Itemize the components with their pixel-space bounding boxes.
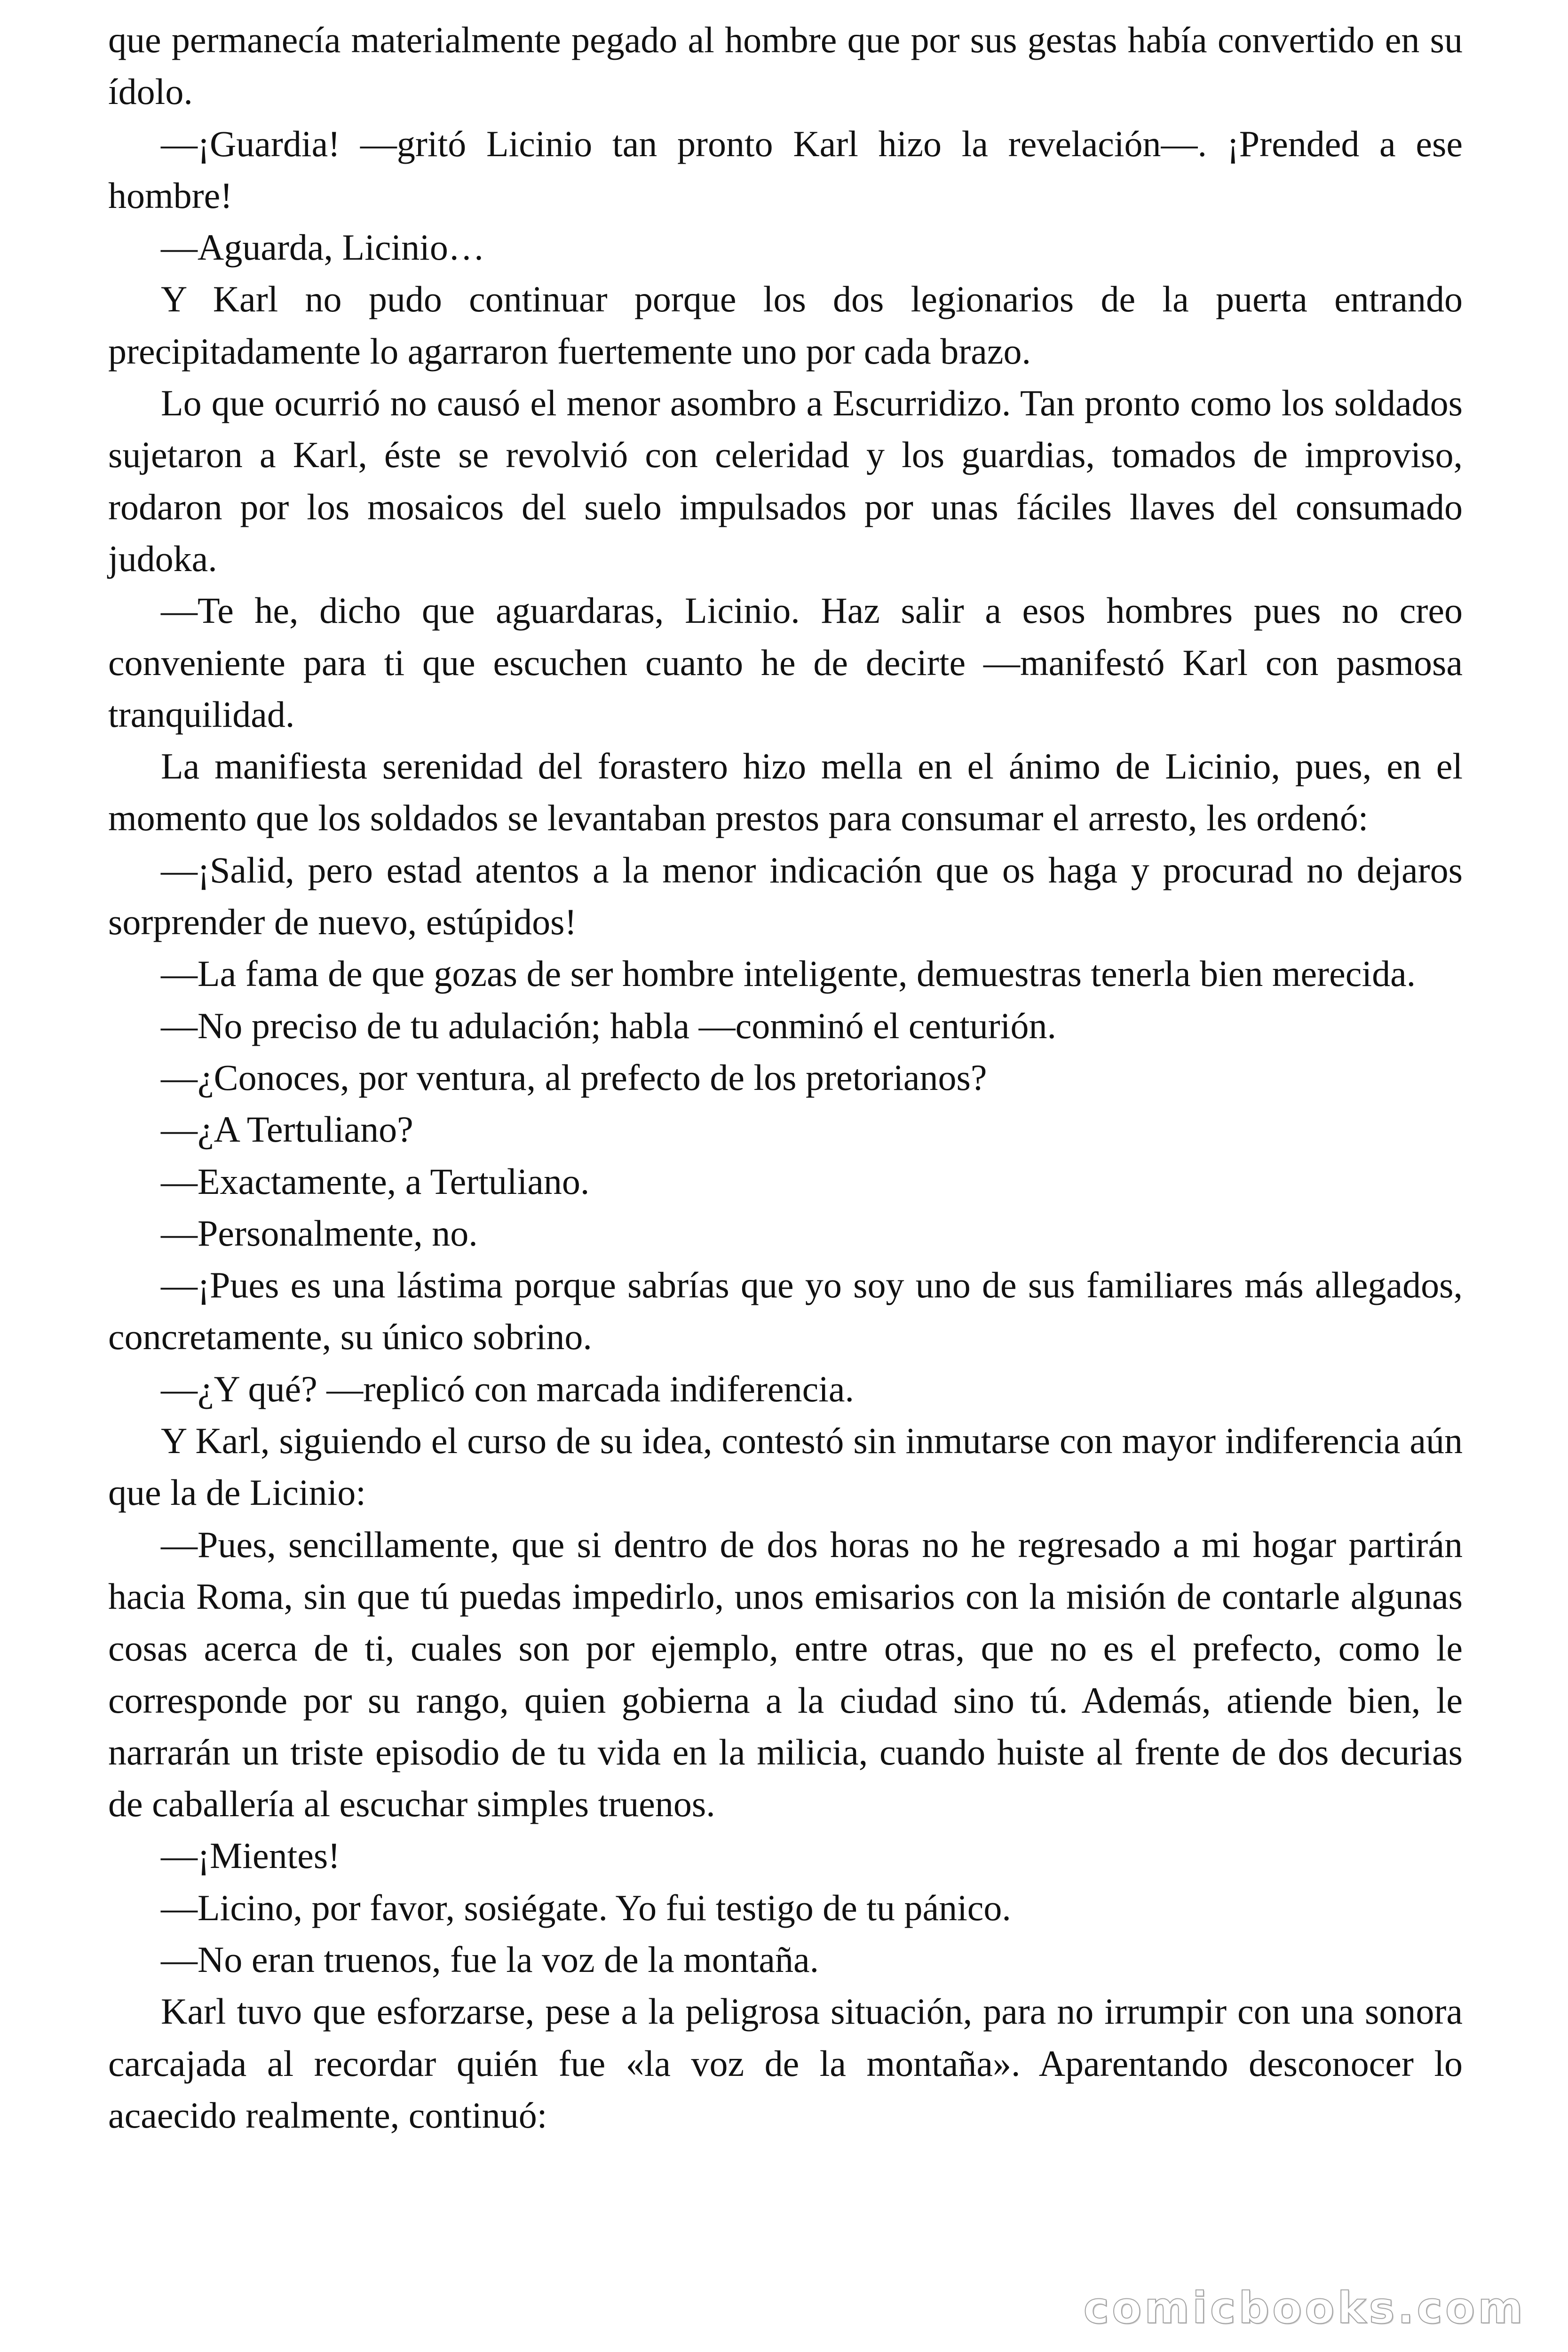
paragraph: —Personalmente, no. xyxy=(161,1212,478,1254)
paragraph: Y Karl no pudo continuar porque los dos legionarios de la puerta entrando precipitadamente lo agarraron fuertemente uno por cada brazo. xyxy=(108,278,1463,372)
paragraph: —Pues, sencillamente, que si dentro de dos horas no he regresado a mi hogar partirán hacia Roma, sin que tú puedas impedirlo, unos emisarios con la misión de contarle algunas cosas acerca de ti, cuales son por ejemplo, entre otras, que no es el prefecto, como le corresponde por su rango, quien gobierna a la ciudad sino tú. Además, atiende bien, le narrarán un triste episodio de tu vida en la milicia, cuando huiste al frente de dos decurias de caballería al escuchar simples truenos. xyxy=(108,1524,1463,1825)
paragraph: —Exactamente, a Tertuliano. xyxy=(161,1160,590,1202)
paragraph-continuation: que permanecía materialmente pegado al hombre que por sus gestas había convertido en su ídolo. xyxy=(108,19,1463,112)
book-page-text xyxy=(108,14,1463,2141)
paragraph: —¡Guardia! —gritó Licinio tan pronto Karl hizo la revelación—. ¡Prended a ese hombre! xyxy=(108,123,1463,216)
paragraph: La manifiesta serenidad del forastero hizo mella en el ánimo de Licinio, pues, en el momento que los soldados se levantaban prestos para consumar el arresto, les ordenó: xyxy=(108,746,1463,839)
paragraph: Y Karl, siguiendo el curso de su idea, contestó sin inmutarse con mayor indiferencia aún que la de Licinio: xyxy=(108,1420,1463,1513)
paragraph: —¿A Tertuliano? xyxy=(161,1109,413,1150)
paragraph: —¡Pues es una lástima porque sabrías que yo soy uno de sus familiares más allegados, concretamente, su único sobrino. xyxy=(108,1264,1463,1358)
paragraph: —No preciso de tu adulación; habla —conminó el centurión. xyxy=(161,1005,1056,1046)
paragraph: —¡Mientes! xyxy=(161,1835,341,1876)
paragraph: —¿Y qué? —replicó con marcada indiferencia. xyxy=(161,1368,855,1409)
watermark: comicbooks.com xyxy=(1083,2283,1526,2333)
paragraph: —Te he, dicho que aguardaras, Licinio. Haz salir a esos hombres pues no creo conveniente para ti que escuchen cuanto he de decirte —manifestó Karl con pasmosa tranquilidad. xyxy=(108,590,1463,735)
paragraph: Lo que ocurrió no causó el menor asombro a Escurridizo. Tan pronto como los soldados sujetaron a Karl, éste se revolvió con celeridad y los guardias, tomados de improviso, rodaron por los mosaicos del suelo impulsados por unas fáciles llaves del consumado judoka. xyxy=(108,382,1463,579)
paragraph: —¡Salid, pero estad atentos a la menor indicación que os haga y procurad no dejaros sorprender de nuevo, estúpidos! xyxy=(108,849,1463,943)
paragraph: —No eran truenos, fue la voz de la montaña. xyxy=(161,1939,819,1980)
paragraph: —La fama de que gozas de ser hombre inteligente, demuestras tenerla bien merecida. xyxy=(161,953,1416,994)
paragraph: —¿Conoces, por ventura, al prefecto de los pretorianos? xyxy=(161,1057,987,1098)
paragraph: Karl tuvo que esforzarse, pese a la peligrosa situación, para no irrumpir con una sonora carcajada al recordar quién fue «la voz de la montaña». Aparentando desconocer lo acaecido realmente, continuó: xyxy=(108,1991,1463,2136)
paragraph: —Licino, por favor, sosiégate. Yo fui testigo de tu pánico. xyxy=(161,1887,1011,1928)
paragraph: —Aguarda, Licinio… xyxy=(161,227,485,268)
